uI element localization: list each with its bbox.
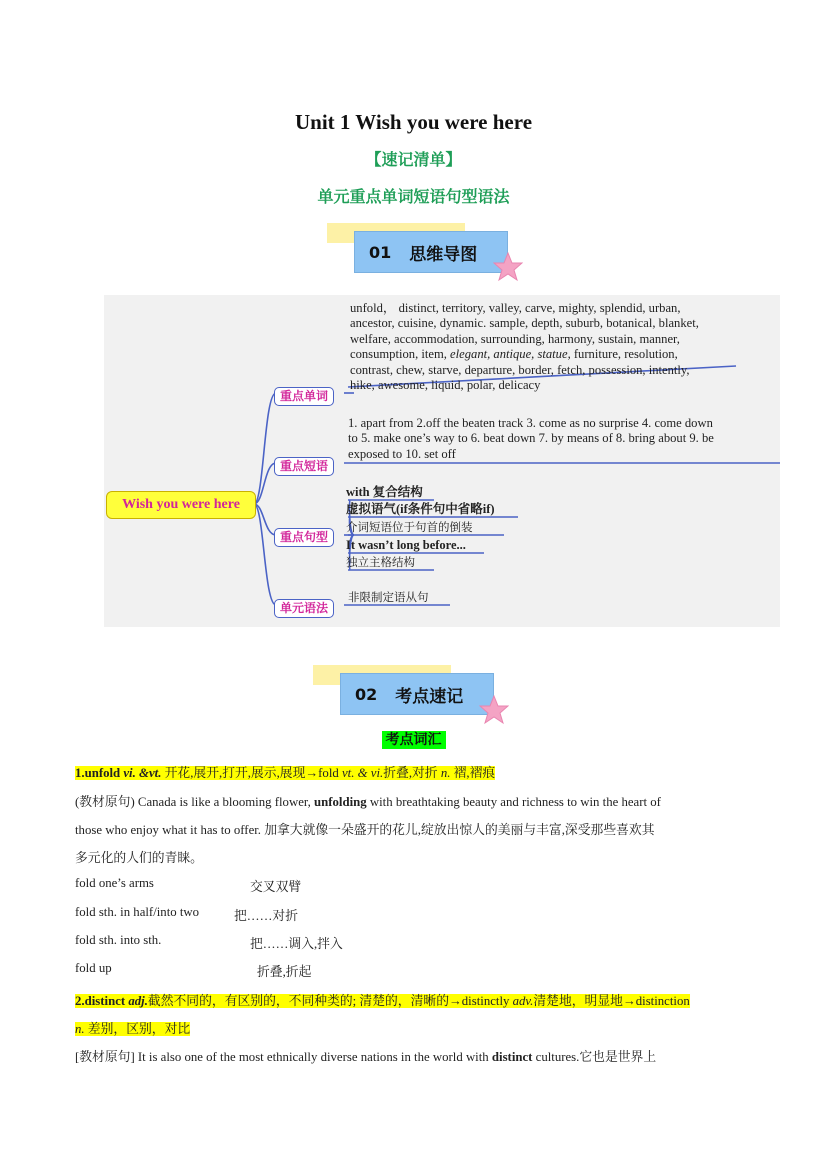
entry-distinct-heading-line2: n. 差别，区别，对比: [75, 1022, 191, 1036]
phrase-zh: 把……调入,拌入: [250, 937, 343, 951]
page-title: Unit 1 Wish you were here: [294, 110, 533, 134]
star-icon: [479, 695, 509, 725]
mind-map: [104, 295, 780, 627]
words-italic: elegant, antique, statue,: [450, 347, 571, 362]
words-line: welfare, accommodation, surrounding, harmony, sustain, manner,: [350, 331, 680, 346]
phrases-line: exposed to 10. set off: [348, 446, 456, 461]
phrase-zh: 把……对折: [234, 909, 298, 923]
sentence-subjunctive: 虚拟语气(if条件句中省略if): [346, 502, 495, 516]
sentence-it-wasnt-long: It wasn’t long before...: [346, 538, 466, 552]
phrases-line: to 5. make one’s way to 6. beat down 7. by means of 8. bring about 9. be: [348, 431, 714, 446]
vocab-heading: 考点词汇: [382, 731, 446, 749]
entry-unfold-example-line3: 多元化的人们的青睐。: [75, 851, 203, 865]
subtitle-unit-summary: 单元重点单词短语句型语法: [317, 187, 510, 206]
phrase-en: fold sth. into sth.: [75, 933, 162, 947]
phrase-zh: 折叠,折起: [257, 965, 312, 979]
key-words-list: [350, 301, 770, 393]
branch-unit-grammar: 单元语法: [274, 599, 334, 618]
star-icon: [493, 252, 523, 282]
sentence-with-structure: with 复合结构: [346, 485, 423, 499]
section-number: 02: [355, 684, 378, 704]
phrases-line: 1. apart from 2.off the beaten track 3. come as no surprise 4. come down: [348, 416, 713, 430]
phrase-zh: 交叉双臂: [250, 880, 302, 894]
grammar-item: 非限制定语从句: [348, 590, 429, 604]
entry-unfold-example-line2: those who enjoy what it has to offer. 加拿大就像一朵盛开的花儿,绽放出惊人的美丽与丰富,深受那些喜欢其: [75, 823, 655, 837]
words-line: ancestor, cuisine, dynamic. sample, depth, suburb, botanical, blanket,: [350, 316, 699, 331]
phrase-en: fold one’s arms: [75, 876, 154, 890]
words-line: unfold， distinct, territory, valley, carve, mighty, splendid, urban,: [350, 301, 681, 315]
words-line: contrast, chew, starve, departure, border, fetch, possession, intently,: [350, 362, 690, 377]
branch-key-phrases: 重点短语: [274, 457, 334, 476]
key-phrases-list: [348, 416, 778, 462]
branch-key-sentences: 重点句型: [274, 528, 334, 547]
entry-unfold-example: (教材原句) Canada is like a blooming flower, unfolding with breathtaking beauty and richness to win the heart of: [75, 795, 661, 809]
section-number: 01: [369, 242, 392, 262]
section-badge-mindmap: [354, 231, 508, 273]
mind-map-root: Wish you were here: [106, 491, 256, 519]
section-badge-key-points: [340, 673, 494, 715]
phrase-en: fold up: [75, 961, 112, 975]
words-line: hike, awesome, liquid, polar, delicacy: [350, 378, 541, 393]
phrase-en: fold sth. in half/into two: [75, 905, 200, 919]
entry-distinct-example: [教材原句] It is also one of the most ethnically diverse nations in the world with distinct cultures.它也是世界上: [75, 1050, 657, 1064]
vocab-heading-wrap: [0, 729, 827, 749]
entry-distinct-heading: 2.distinct adj.截然不同的，有区别的，不同种类的; 清楚的，清晰的→distinctly adv.清楚地，明显地→distinction: [75, 994, 690, 1008]
section-label: 思维导图: [409, 244, 478, 265]
sentence-inversion: 介词短语位于句首的倒装: [346, 520, 473, 534]
section-label: 考点速记: [395, 686, 464, 707]
branch-key-words: 重点单词: [274, 387, 334, 406]
words-line: consumption, item, elegant, antique, statue, furniture, resolution,: [350, 347, 678, 362]
entry-unfold-heading: 1.unfold vi. &vt. 开花,展开,打开,展示,展现→fold vt. & vi.折叠,对折 n. 褶,褶痕: [75, 766, 496, 780]
sentence-absolute: 独立主格结构: [346, 555, 415, 569]
subtitle-quick-notes: 【速记清单】: [365, 150, 462, 169]
